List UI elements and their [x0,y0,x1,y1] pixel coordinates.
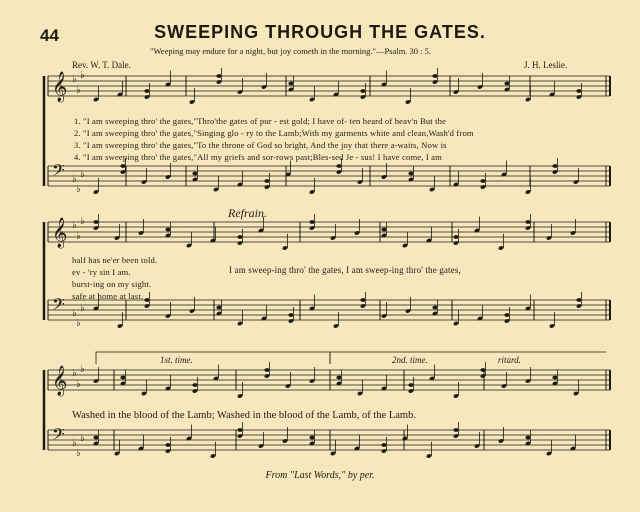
note-head [165,443,170,447]
note-head [453,428,458,432]
second-ending-bracket [330,352,606,364]
refrain-line-2: Washed in the blood of the Lamb; Washed in the blood of the Lamb, of the Lamb. [72,410,416,421]
note-head [432,306,437,310]
first-ending-label: 1st. time. [160,355,193,365]
note-head [264,368,269,372]
flat-key-sign: ♭ [80,169,85,180]
note-head [93,220,98,224]
flat-key-sign: ♭ [72,174,77,185]
note-head [120,164,125,168]
note-head [216,306,221,310]
note-head [453,235,458,239]
flat-key-sign: ♭ [76,448,81,459]
page-number: 44 [40,26,59,45]
epigraph: "Weeping may endure for a night, but joy cometh in the morning."—Psalm. 30 : 5. [150,46,432,56]
note-head [360,89,365,93]
note-head [237,235,242,239]
note-head [288,82,293,86]
note-head [480,179,485,183]
note-head [192,172,197,176]
bass-clef: 𝄢 [52,160,65,184]
flat-key-sign: ♭ [76,318,81,329]
flat-key-sign: ♭ [80,303,85,314]
flat-key-sign: ♭ [76,231,81,242]
verse-2-ending: ev - 'ry sin I am. [72,267,131,277]
note-head [408,172,413,176]
note-head [576,89,581,93]
flat-key-sign: ♭ [76,85,81,96]
refrain-line-1: I am sweep-ing thro' the gates, I am sweep-ing thro' the gates, [229,265,461,275]
note-head [288,313,293,317]
note-head [480,368,485,372]
note-head [525,436,530,440]
note-head [552,376,557,380]
treble-clef: 𝄞 [52,72,68,102]
note-head [408,383,413,387]
composer-credit: J. H. Leslie. [524,60,568,70]
verse-2: 2. "I am sweeping thro' the gates,"Singing glo - ry to the Lamb;With my garments white and clean,Wash'd from [74,128,474,138]
hymn-title: SWEEPING THROUGH THE GATES. [154,22,486,42]
note-head [237,428,242,432]
treble-clef: 𝄞 [52,366,68,396]
verse-4-ending: safe at home at last. [72,291,144,301]
note-head [552,164,557,168]
note-head [336,164,341,168]
note-head [336,376,341,380]
flat-key-sign: ♭ [72,368,77,379]
note-head [120,376,125,380]
note-head [144,89,149,93]
note-head [504,82,509,86]
verse-3: 3. "I am sweeping thro' the gates,"To the throne of God so bright, And the joy that there a-waits, Now is [74,140,447,150]
note-head [576,298,581,302]
refrain-label: Refrain. [228,206,267,220]
note-head [360,298,365,302]
treble-clef: 𝄞 [52,218,68,248]
note-head [216,74,221,78]
ritard-marking: ritard. [498,355,521,365]
flat-key-sign: ♭ [72,438,77,449]
verse-1: 1. "I am sweeping thro' the gates,"Thro'the gates of pur - est gold; I have of- ten heard of heav'n But the [74,116,447,126]
flat-key-sign: ♭ [80,364,85,375]
flat-key-sign: ♭ [80,216,85,227]
note-head [93,436,98,440]
note-head [192,383,197,387]
note-head [309,220,314,224]
first-ending-bracket [96,352,330,364]
lyricist-credit: Rev. W. T. Dale. [72,60,131,70]
note-head [264,179,269,183]
note-head [309,436,314,440]
verse-1-ending: half has ne'er been told. [72,255,158,265]
flat-key-sign: ♭ [72,308,77,319]
flat-key-sign: ♭ [80,433,85,444]
source-credit: From "Last Words," by per. [265,470,375,481]
note-head [381,443,386,447]
note-head [381,228,386,232]
flat-key-sign: ♭ [80,70,85,81]
note-head [432,74,437,78]
verse-3-ending: burst-ing on my sight. [72,279,152,289]
flat-key-sign: ♭ [72,74,77,85]
bass-clef: 𝄢 [52,294,65,318]
note-head [165,228,170,232]
verse-4: 4. "I am sweeping thro' the gates,"All my griefs and sor-rows past;Bles-sed Je - sus! I have come, I am [74,152,442,162]
bass-clef: 𝄢 [52,424,65,448]
flat-key-sign: ♭ [76,184,81,195]
flat-key-sign: ♭ [76,379,81,390]
second-ending-label: 2nd. time. [392,355,428,365]
flat-key-sign: ♭ [72,220,77,231]
note-head [525,220,530,224]
note-head [504,313,509,317]
note-head [144,298,149,302]
